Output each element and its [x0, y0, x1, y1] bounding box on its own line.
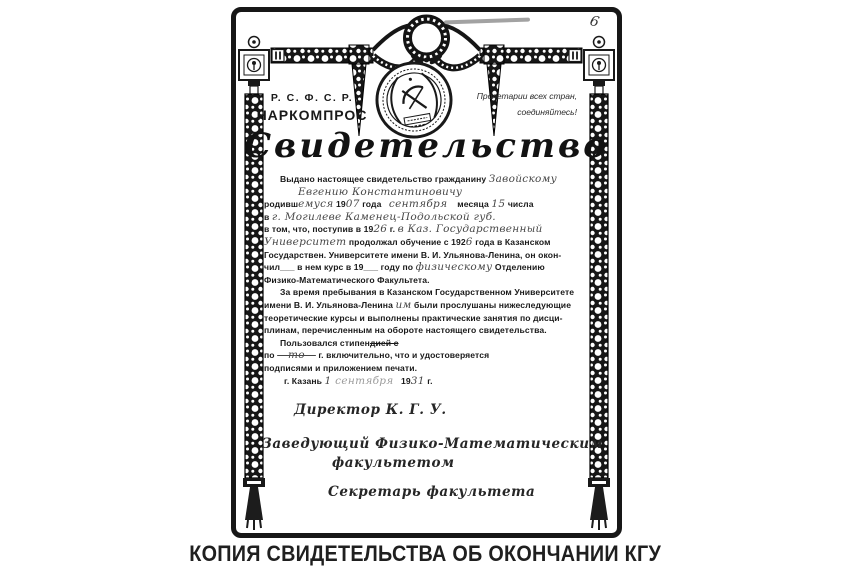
handwritten-text: 15: [491, 198, 506, 211]
printed-text: продолжал обучение с 192: [346, 236, 466, 247]
printed-text: были прослушаны нижеследующие: [411, 299, 572, 310]
body-line: [264, 298, 601, 311]
handwritten-text: 26: [373, 223, 388, 236]
printed-text: г. Казань: [284, 375, 325, 386]
handwritten-text: емуся: [298, 198, 334, 211]
body-line: [264, 323, 601, 336]
signature-dean-line1: Заведующий Физико-Математическим: [262, 436, 604, 452]
handwritten-text: Завойскому: [488, 173, 558, 185]
signature-dean-line2: факультетом: [332, 455, 455, 471]
issuer-block: [256, 92, 368, 123]
printed-text: Государствен. Университете имени В. И. Ульянова-Ленина, он окон-: [264, 249, 562, 260]
body-line: [264, 197, 601, 210]
slogan-line2: соединяйтесь!: [517, 107, 577, 117]
signature-secretary: Секретарь факультета: [328, 484, 536, 500]
handwritten-text: 6: [465, 235, 473, 248]
handwritten-text: то: [277, 349, 316, 362]
printed-text: г.: [387, 224, 398, 235]
slogan-block: [457, 90, 577, 119]
handwritten-text: сентября: [335, 374, 394, 387]
printed-text: Пользовался стипен: [280, 337, 370, 348]
printed-text: в том, что, поступив в 19: [264, 224, 374, 235]
body-line: [264, 260, 601, 273]
printed-text: по: [264, 350, 278, 361]
handwritten-text: 1: [324, 374, 336, 387]
handwritten-text: Евгению Константиновичу: [298, 185, 463, 198]
handwritten-text: в Каз. Государственный: [397, 223, 543, 236]
body-line: [264, 172, 601, 185]
issuer-narkompros-label: НАРКОМПРОС: [256, 107, 368, 123]
body-line: [264, 336, 601, 349]
printed-text: года в Казанском: [472, 236, 551, 247]
printed-text: Физико-Математического Факультета.: [264, 274, 430, 285]
body-line: [264, 374, 601, 387]
printed-text: имени В. И. Ульянова-Ленина: [264, 299, 396, 310]
handwritten-text: г. Могилеве Каменец-Подольской губ.: [271, 210, 496, 223]
handwritten-text: 31: [410, 374, 425, 387]
photo-caption-text: КОПИЯ СВИДЕТЕЛЬСТВА ОБ ОКОНЧАНИИ КГУ: [189, 541, 661, 566]
printed-text: Отделению: [492, 262, 545, 273]
handwritten-corner-mark: 6: [588, 13, 601, 31]
body-line: [264, 185, 601, 198]
printed-text: Выдано настоящее свидетельство гражданину: [280, 174, 489, 184]
body-line: [264, 210, 601, 223]
printed-text: теоретические курсы и выполнены практические занятия по дисци-: [264, 312, 563, 323]
handwritten-text: физическому: [415, 261, 493, 274]
printed-text: родивш: [264, 199, 299, 210]
certificate-title: Свидетельство: [244, 126, 609, 166]
printed-text: 19: [393, 375, 411, 386]
handwritten-text: им: [395, 298, 412, 311]
printed-text: месяца: [447, 199, 492, 210]
body-line: [264, 248, 601, 261]
printed-text: плинам, перечисленным на обороте настоящего свидетельства.: [264, 325, 547, 336]
handwritten-text: сентября: [388, 198, 448, 211]
printed-text: подписями и приложением печати.: [264, 362, 418, 373]
printed-text: г.: [424, 375, 433, 386]
body-line: [264, 285, 601, 298]
certificate-document: [231, 7, 622, 538]
laurel-wreath-icon: [373, 19, 480, 68]
body-line: [264, 348, 601, 361]
printed-text: чил___ в нем курс в 19___ году по: [264, 262, 416, 273]
printed-text: 19: [333, 199, 346, 210]
printed-text: в: [264, 211, 272, 222]
signature-director: Директор К. Г. У.: [294, 402, 447, 418]
body-text: [264, 172, 601, 386]
slogan-line1: Пролетарии всех стран,: [476, 91, 577, 101]
body-line: [264, 235, 601, 248]
body-line: [264, 361, 601, 374]
printed-text: дией с: [369, 337, 399, 348]
certificate-page: [236, 12, 617, 533]
printed-text: За время пребывания в Казанском Государственном Университете: [280, 287, 575, 298]
printed-text: года: [359, 199, 389, 210]
issuer-state-label: Р. С. Ф. С. Р.: [270, 92, 354, 104]
body-line: [264, 311, 601, 324]
printed-text: г. включительно, что и удостоверяется: [315, 350, 490, 361]
body-line: [264, 273, 601, 286]
handwritten-text: 07: [345, 198, 360, 211]
printed-text: числа: [505, 199, 534, 210]
body-line: [264, 222, 601, 235]
photo-caption: [0, 541, 850, 567]
handwritten-text: Университет: [264, 235, 347, 248]
